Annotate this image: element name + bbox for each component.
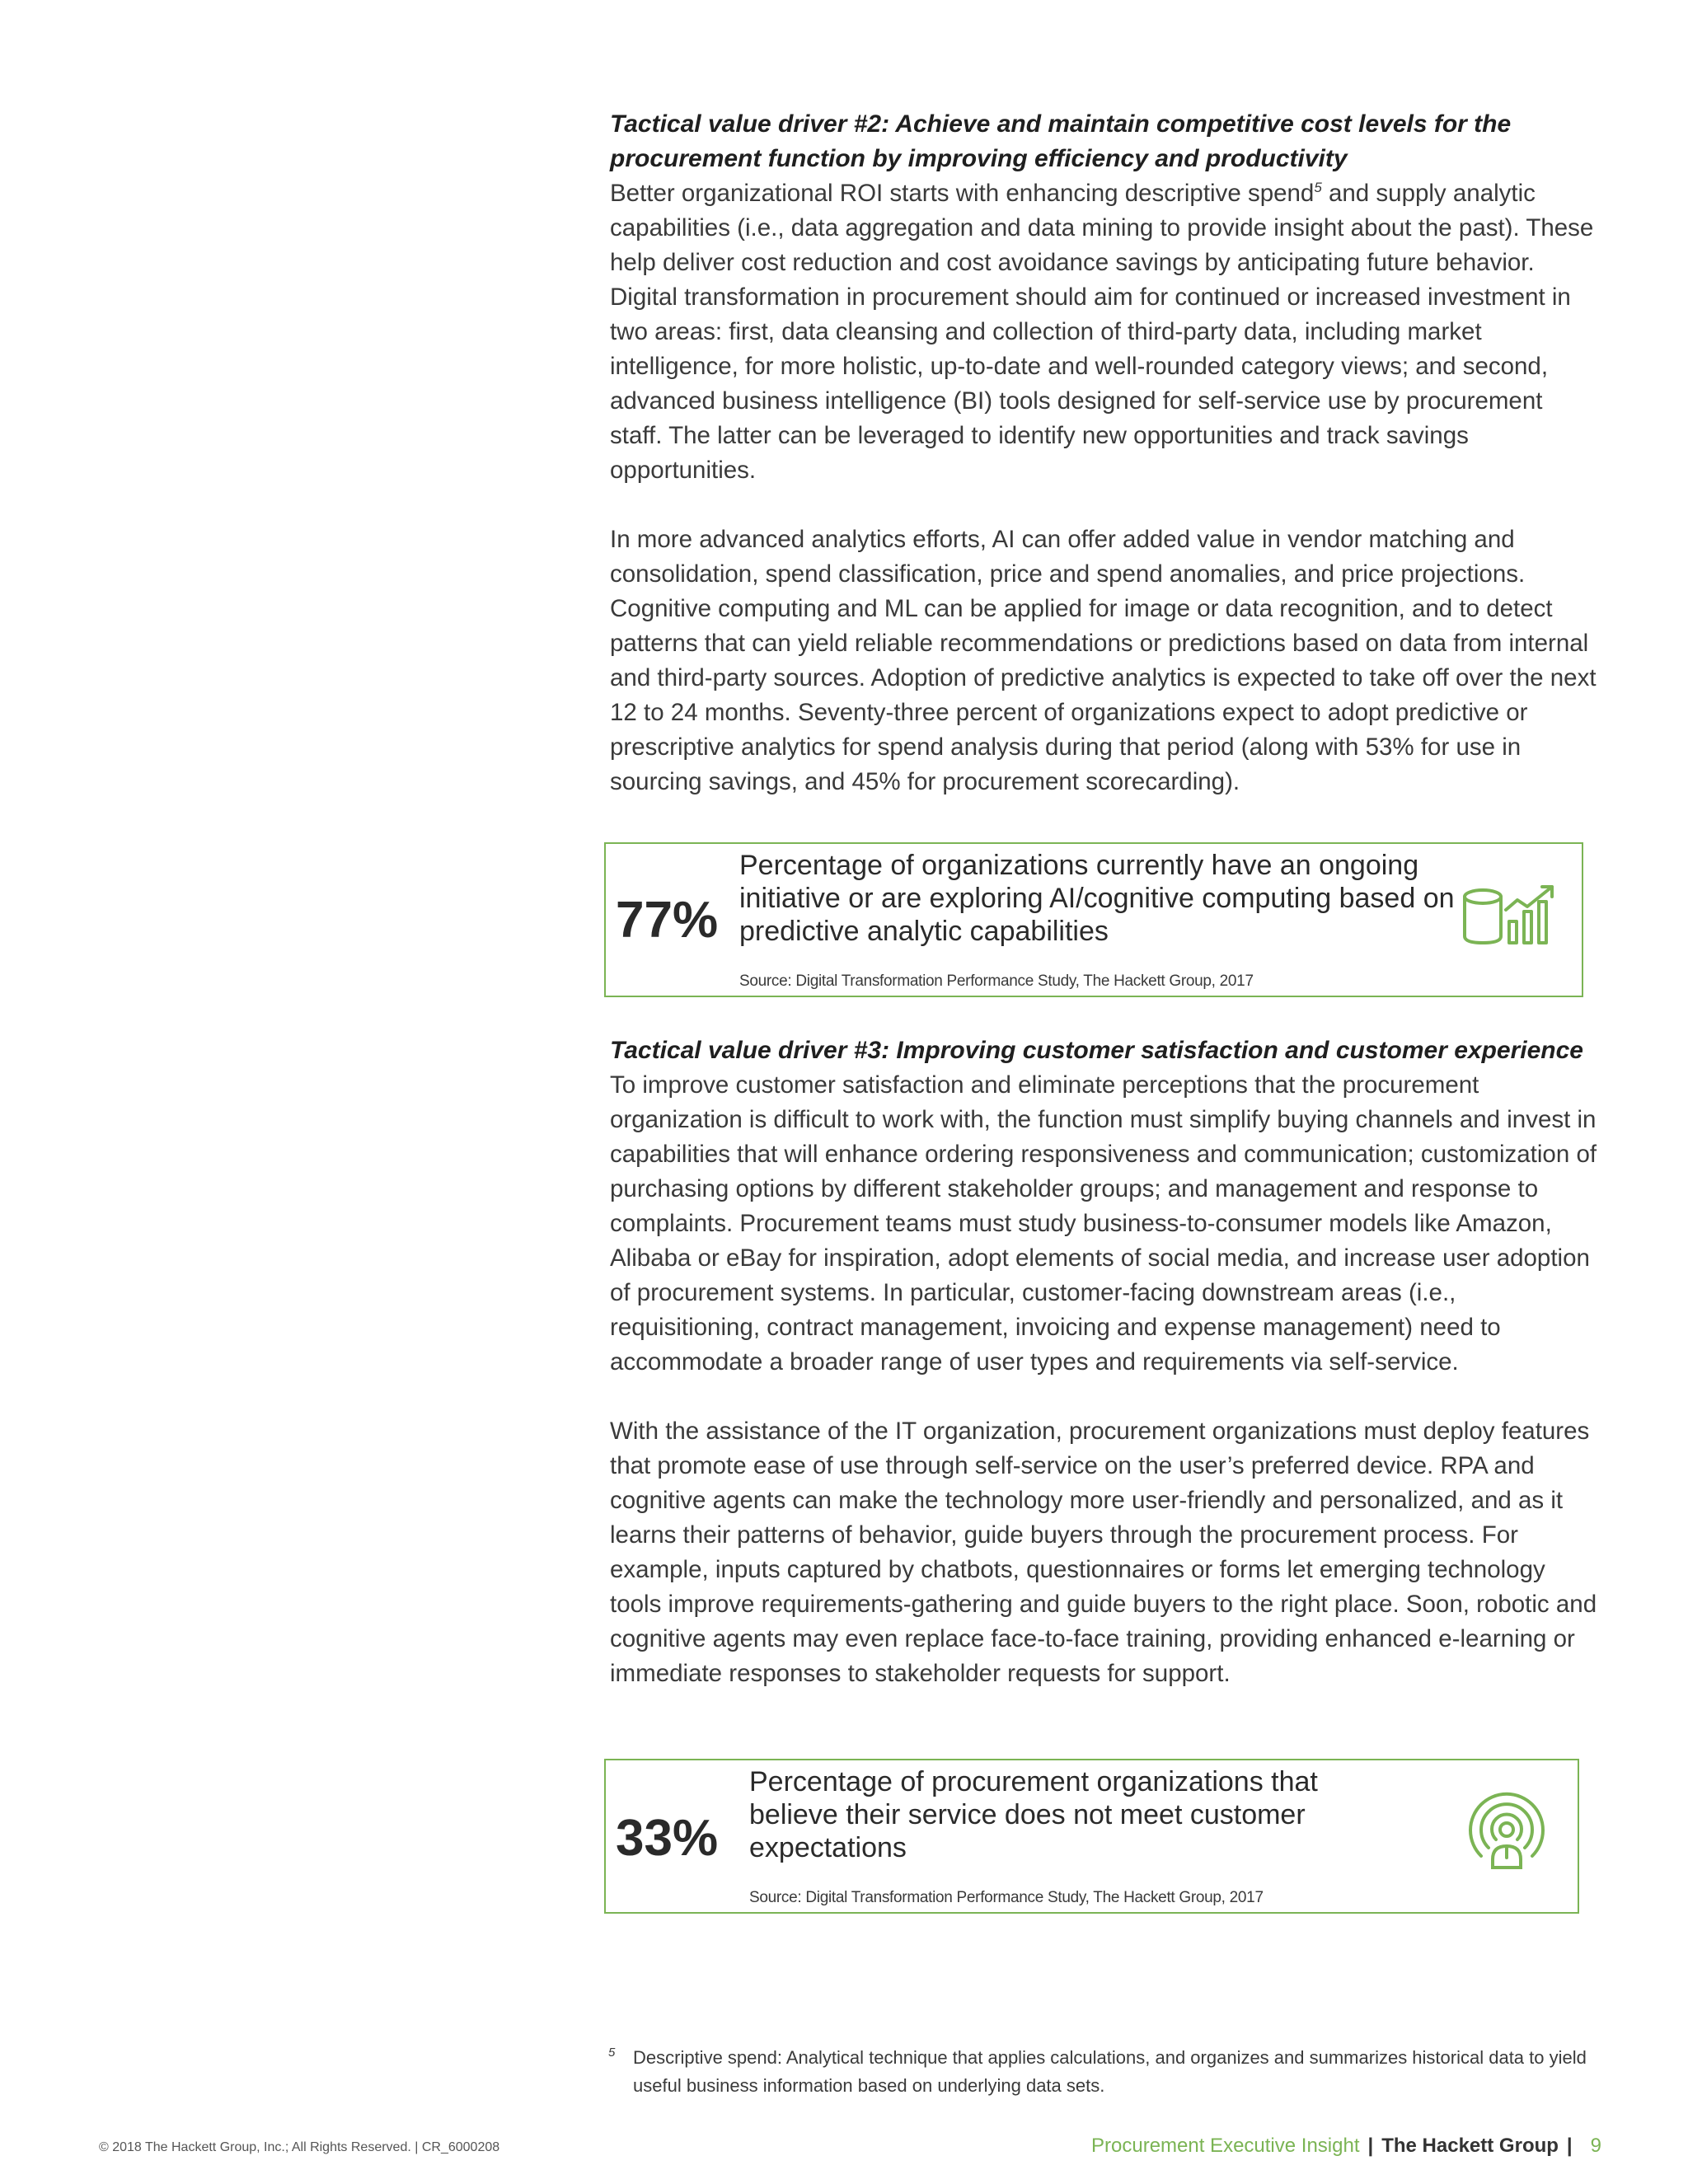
footnote-mark: 5 bbox=[608, 2046, 616, 2060]
paragraph: With the assistance of the IT organization, procurement organizations must deploy features that promote ease of use through self-service on the user’s preferred device. RPA and cognitive agents can make the technology more user-friendly and personalized, and as it learns their patterns of behavior, guide buyers through the procurement process. For example, inputs captured by chatbots, questionnaires or forms let emerging technology tools improve requirements-gathering and guide buyers to the right place. Soon, robotic and cognitive agents may even replace face-to-face training, providing enhanced e-learning or immediate responses to stakeholder requests for support. bbox=[610, 1418, 1597, 1687]
paragraph bbox=[610, 176, 1599, 488]
stat-source: Source: Digital Transformation Performance Study, The Hackett Group, 2017 bbox=[749, 1889, 1264, 1906]
database-growth-chart-icon bbox=[1463, 883, 1562, 954]
paragraph-text: Better organizational ROI starts with enhancing descriptive spend bbox=[610, 180, 1315, 207]
footnote bbox=[608, 2044, 1597, 2100]
stat-percent: 77% bbox=[616, 892, 719, 949]
paragraph: To improve customer satisfaction and eliminate perceptions that the procurement organization is difficult to work with, the function must simplify buying channels and invest in capabilities that will enhance ordering responsiveness and communication; customization of purchasing options by different stakeholder groups; and management and response to complaints. Procurement teams must study business-to-consumer models like Amazon, Alibaba or eBay for inspiration, adopt elements of social media, and increase user adoption of procurement systems. In particular, customer-facing downstream areas (i.e., requisitioning, contract management, invoicing and expense management) need to accommodate a broader range of user types and requirements via self-service. bbox=[610, 1071, 1597, 1376]
stat-callout bbox=[604, 842, 1583, 997]
section-heading: Tactical value driver #2: Achieve and maintain competitive cost levels for the procurement function by improving efficiency and productivity bbox=[610, 110, 1512, 172]
publication-name: Procurement Executive Insight bbox=[1091, 2135, 1360, 2157]
paragraph-text: and supply analytic capabilities (i.e., data aggregation and data mining to provide insight about the past). These help deliver cost reduction and cost avoidance savings by anticipating future behavior. Digital transformation in procurement should aim for continued or increased investment in two areas: first, data cleansing and collection of third-party data, including market intelligence, for more holistic, up-to-date and well-rounded category views; and second, advanced business intelligence (BI) tools designed for self-service use by procurement staff. The latter can be leveraged to identify new opportunities and track savings opportunities. bbox=[610, 180, 1594, 484]
section-value-driver-2 bbox=[610, 107, 1599, 799]
footnote-reference: 5 bbox=[1314, 180, 1322, 196]
stat-description: Percentage of procurement organizations that believe their service does not meet customer expectations bbox=[749, 1766, 1318, 1863]
copyright: © 2018 The Hackett Group, Inc.; All Rights Reserved. | CR_6000208 bbox=[99, 2140, 500, 2154]
section-value-driver-3 bbox=[610, 1033, 1599, 1691]
person-broadcast-icon bbox=[1461, 1792, 1552, 1878]
section-heading: Tactical value driver #3: Improving customer satisfaction and customer experience bbox=[610, 1037, 1583, 1064]
page-number: 9 bbox=[1590, 2135, 1601, 2157]
stat-description: Percentage of organizations currently have an ongoing initiative or are exploring AI/cognitive computing based on predictive analytic capabilities bbox=[739, 850, 1455, 947]
stat-callout bbox=[604, 1759, 1579, 1914]
stat-source: Source: Digital Transformation Performance Study, The Hackett Group, 2017 bbox=[739, 972, 1254, 990]
stat-percent: 33% bbox=[616, 1810, 719, 1867]
footer-separator: | bbox=[1367, 2135, 1374, 2157]
footer-separator: | bbox=[1566, 2135, 1573, 2157]
page-footer bbox=[1091, 2135, 1601, 2158]
brand-name: The Hackett Group bbox=[1381, 2135, 1559, 2157]
paragraph: In more advanced analytics efforts, AI can offer added value in vendor matching and consolidation, spend classification, price and spend anomalies, and price projections. Cognitive computing and ML can be applied for image or data recognition, and to detect patterns that can yield reliable recommendations or predictions based on data from internal and third-party sources. Adoption of predictive analytics is expected to take off over the next 12 to 24 months. Seventy-three percent of organizations expect to adopt predictive or prescriptive analytics for spend analysis during that period (along with 53% for use in sourcing savings, and 45% for procurement scorecarding). bbox=[610, 526, 1597, 795]
footnote-text: Descriptive spend: Analytical technique that applies calculations, and organizes and summarizes historical data to yield useful business information based on underlying data sets. bbox=[633, 2047, 1587, 2096]
